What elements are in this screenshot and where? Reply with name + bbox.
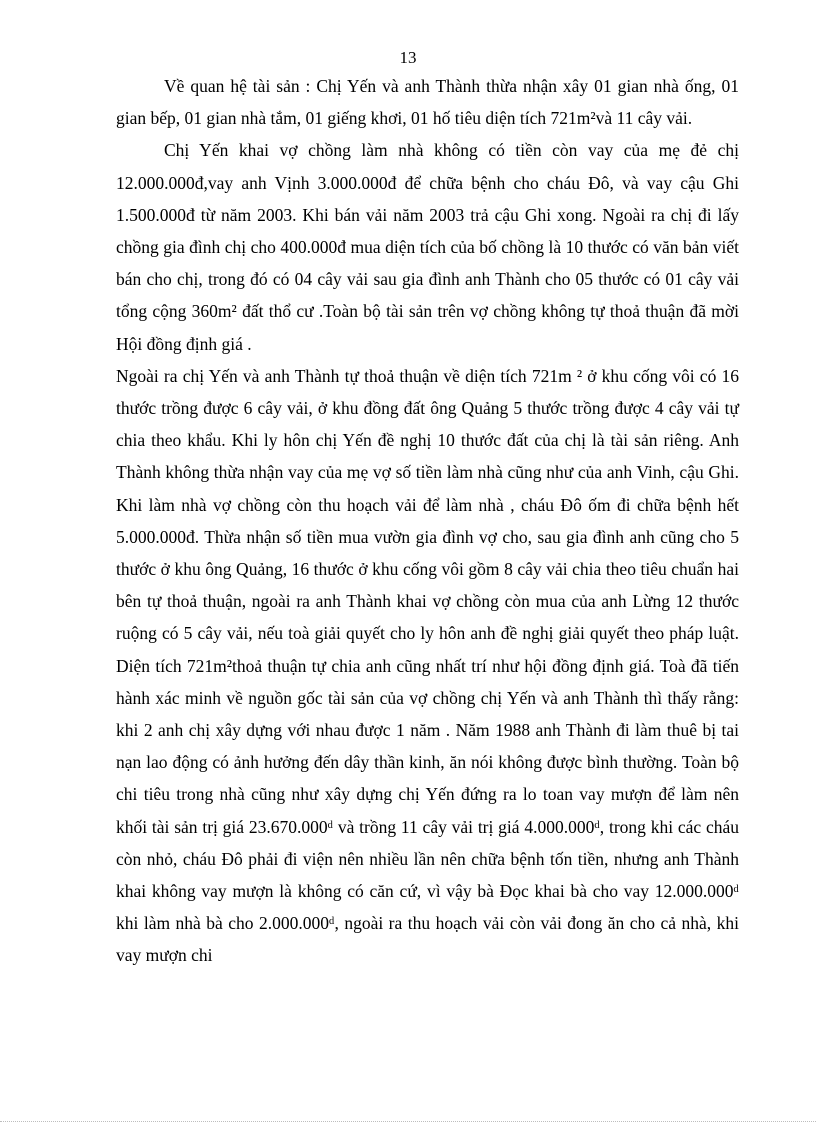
paragraph-property-relations: Về quan hệ tài sản : Chị Yến và anh Thành thừa nhận xây 01 gian nhà ống, 01 gian bếp, 01 gian nhà tắm, 01 giếng khơi, 01 hố tiêu diện tích 721m²và 11 cây vải.	[116, 76, 739, 129]
page-number: 13	[399, 48, 417, 67]
document-body	[116, 70, 739, 972]
paragraph-yen-testimony: Chị Yến khai vợ chồng làm nhà không có tiền còn vay của mẹ đẻ chị 12.000.000đ,vay anh Vịnh 3.000.000đ để chữa bệnh cho cháu Đô, và vay cậu Ghi 1.500.000đ từ năm 2003. Khi bán vải năm 2003 trả cậu Ghi xong. Ngoài ra chị đi lấy chồng gia đình chị cho 400.000đ mua diện tích của bố chồng là 10 thước có văn bản viết bán cho chị, trong đó có 04 cây vải sau gia đình anh Thành cho 05 thước có 01 cây vải tổng cộng 360m² đất thổ cư .Toàn bộ tài sản trên vợ chồng không tự thoả thuận đã mời Hội đồng định giá .	[116, 140, 739, 354]
page-bottom-rule	[0, 1121, 816, 1122]
paragraph-land-agreement-findings: Ngoài ra chị Yến và anh Thành tự thoả thuận về diện tích 721m ² ở khu cống vôi có 16 thước trồng được 6 cây vải, ở khu đồng đất ông Quảng 5 thước trồng được 4 cây vải tự chia theo khẩu. Khi ly hôn chị Yến đề nghị 10 thước đất của chị là tài sản riêng. Anh Thành không thừa nhận vay của mẹ vợ số tiền làm nhà cũng như của anh Vinh, cậu Ghi. Khi làm nhà vợ chồng còn thu hoạch vải để làm nhà , cháu Đô ốm đi chữa bệnh hết 5.000.000đ. Thừa nhận số tiền mua vườn gia đình vợ cho, sau gia đình anh cũng cho 5 thước ở khu ông Quảng, 16 thước ở khu cống vôi gồm 8 cây vải chia theo tiêu chuẩn hai bên tự thoả thuận, ngoài ra anh Thành khai vợ chồng còn mua của anh Lừng 12 thước ruộng có 5 cây vải, nếu toà giải quyết cho ly hôn anh đề nghị giải quyết theo pháp luật. Diện tích 721m²thoả thuận tự chia anh cũng nhất trí như hội đồng định giá. Toà đã tiến hành xác minh về nguồn gốc tài sản của vợ chồng chị Yến và anh Thành thì thấy rằng: khi 2 anh chị xây dựng với nhau được 1 năm . Năm 1988 anh Thành đi làm thuê bị tai nạn lao động có ảnh hưởng đến dây thần kinh, ăn nói không được bình thường. Toàn bộ chi tiêu trong nhà cũng như xây dựng chị Yến đứng ra lo toan vay mượn để làm nên khối tài sản trị giá 23.670.000ᵈ và trồng 11 cây vải trị giá 4.000.000ᵈ, trong khi các cháu còn nhỏ, cháu Đô phải đi viện nên nhiều lần nên chữa bệnh tốn tiền, nhưng anh Thành khai không vay mượn là không có căn cứ, vì vậy bà Đọc khai bà cho vay 12.000.000ᵈ khi làm nhà bà cho 2.000.000ᵈ, ngoài ra thu hoạch vải còn vải đong ăn cho cả nhà, khi vay mượn chi	[116, 365, 739, 966]
